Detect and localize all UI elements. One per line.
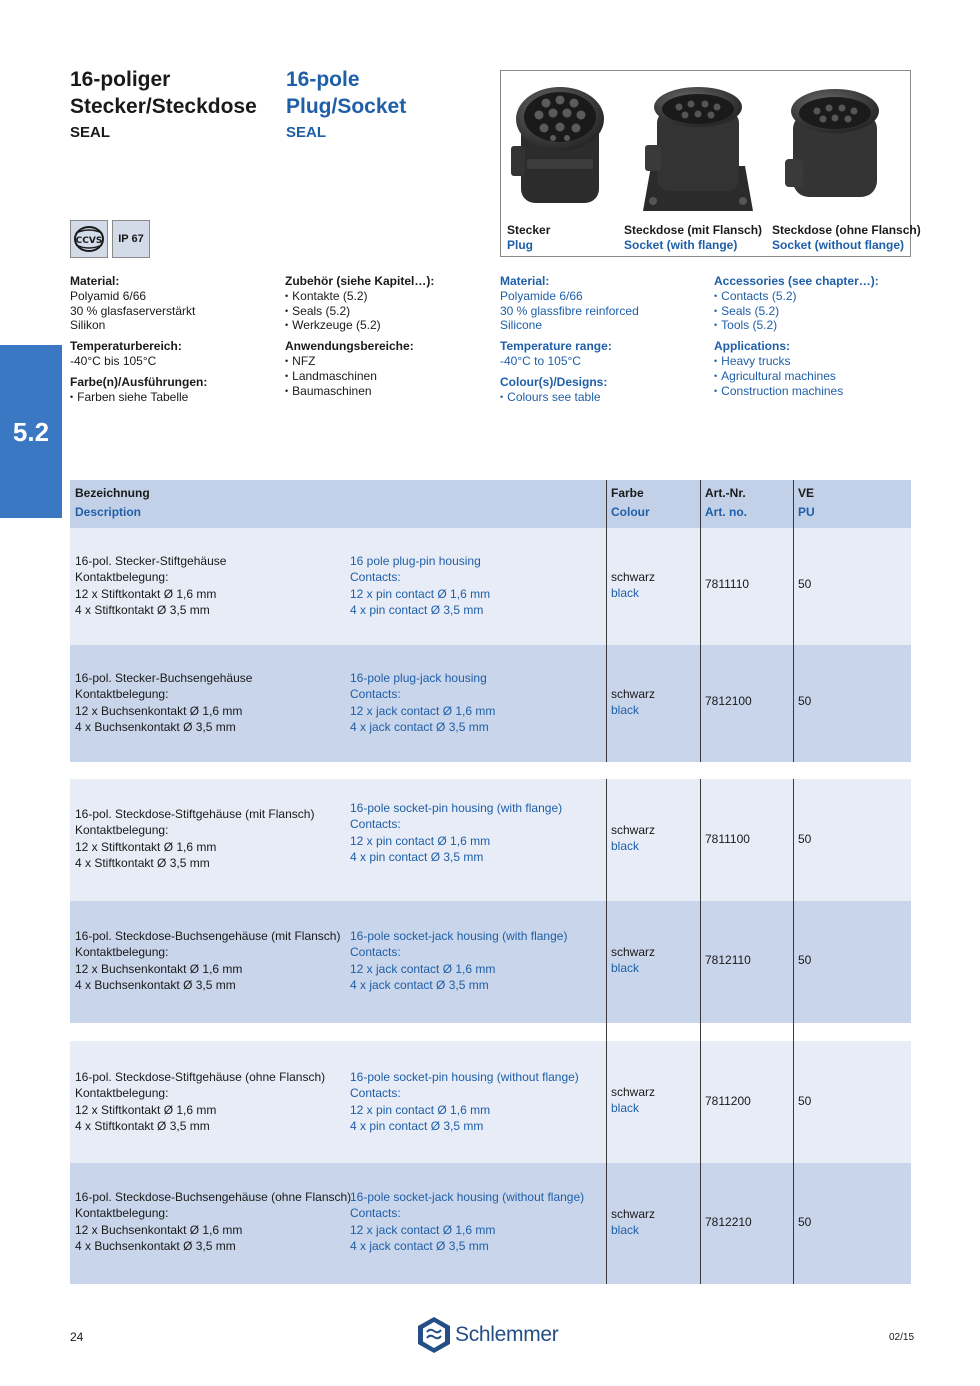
header-de: Farbe: [611, 486, 644, 500]
temperature-value: -40°C to 105°C: [500, 353, 581, 368]
accessories-label: Zubehör (siehe Kapitel…):: [285, 274, 435, 288]
desc-line: 16-pole socket-pin housing (without flange): [350, 1070, 579, 1084]
description-en: [350, 800, 562, 866]
desc-line: 12 x pin contact Ø 1,6 mm: [350, 833, 491, 848]
accessory-item: • Contacts (5.2): [714, 289, 879, 304]
desc-line: 12 x Stiftkontakt Ø 1,6 mm: [75, 586, 217, 601]
ccvs-logo-icon: [73, 224, 105, 254]
colour-de: schwarz: [611, 823, 656, 837]
chapter-number: 5.2: [12, 417, 50, 447]
colour-de: schwarz: [611, 945, 656, 959]
art-no-cell: 7811110: [705, 577, 750, 591]
accessory-item: • Kontakte (5.2): [285, 289, 434, 304]
desc-line: 16-pol. Stecker-Buchsengehäuse: [75, 671, 253, 685]
desc-line: 12 x Buchsenkontakt Ø 1,6 mm: [75, 961, 243, 976]
application-item: • Construction machines: [714, 384, 879, 399]
desc-line: 16-pol. Steckdose-Stiftgehäuse (ohne Flansch): [75, 1070, 326, 1084]
desc-line: 16-pole socket-jack housing (without flange): [350, 1190, 585, 1204]
column-divider: [606, 901, 607, 1023]
desc-line: 16-pole socket-pin housing (with flange): [350, 801, 563, 815]
table-row: [70, 645, 911, 762]
colour-cell: [611, 822, 655, 855]
accessory-item: • Werkzeuge (5.2): [285, 318, 434, 333]
art-no-cell: 7812110: [705, 953, 751, 967]
material-label: Material:: [70, 274, 120, 288]
colour-en: black: [611, 703, 640, 718]
colour-cell: [611, 686, 655, 719]
caption-plug: [507, 223, 550, 253]
schlemmer-logo-icon: [416, 1316, 452, 1354]
column-divider: [700, 1163, 701, 1284]
description-de: [75, 670, 252, 736]
colour-de: schwarz: [611, 1085, 656, 1099]
info-english-left: [500, 274, 639, 404]
pu-cell: 50: [798, 694, 812, 708]
colour-en: black: [611, 586, 640, 601]
material-label: Material:: [500, 274, 550, 288]
colour-en: black: [611, 839, 640, 854]
desc-line: 4 x Stiftkontakt Ø 3,5 mm: [75, 856, 210, 871]
colour-de: schwarz: [611, 687, 656, 701]
desc-line: 4 x jack contact Ø 3,5 mm: [350, 1239, 489, 1254]
table-row: [70, 1023, 911, 1163]
column-divider: [793, 528, 794, 645]
page-number: 24: [70, 1330, 84, 1344]
desc-line: Contacts:: [350, 1086, 401, 1101]
title-line-2: Plug/Socket: [286, 95, 407, 118]
description-en: [350, 553, 490, 619]
temperature-label: Temperature range:: [500, 339, 612, 354]
column-divider: [700, 901, 701, 1023]
desc-line: 4 x Buchsenkontakt Ø 3,5 mm: [75, 720, 236, 735]
colour-en: black: [611, 961, 640, 976]
header-art-no: [705, 484, 747, 522]
art-no-cell: 7812210: [705, 1215, 752, 1229]
material-line: Polyamide 6/66: [500, 288, 583, 303]
row-spacer: [70, 762, 911, 779]
desc-line: Kontaktbelegung:: [75, 945, 169, 960]
material-line: 30 % glassfibre reinforced: [500, 303, 639, 318]
desc-line: 16-pol. Steckdose-Stiftgehäuse (mit Flansch): [75, 807, 315, 821]
accessory-item: • Seals (5.2): [285, 304, 434, 319]
desc-line: 16-pole socket-jack housing (with flange): [350, 929, 568, 943]
art-no-cell: 7811200: [705, 1094, 751, 1108]
table-row: [70, 901, 911, 1023]
column-divider: [606, 528, 607, 645]
product-image-box: [500, 70, 921, 257]
chapter-tab: [0, 345, 62, 518]
colour-en: black: [611, 1223, 640, 1238]
desc-line: Contacts:: [350, 945, 401, 960]
description-de: [75, 553, 226, 619]
colour-label: Colour(s)/Designs:: [500, 374, 608, 389]
column-divider: [606, 779, 607, 901]
column-divider: [700, 1023, 701, 1163]
desc-line: 12 x jack contact Ø 1,6 mm: [350, 703, 496, 718]
plug-photo: [511, 87, 604, 203]
accessory-item: • Tools (5.2): [714, 318, 879, 333]
desc-line: 16-pol. Steckdose-Buchsengehäuse (ohne Flansch): [75, 1190, 352, 1204]
desc-line: 4 x Stiftkontakt Ø 3,5 mm: [75, 603, 210, 618]
header-en: Description: [75, 505, 142, 519]
material-line: Silikon: [70, 318, 106, 333]
socket-without-flange-photo: [785, 89, 879, 197]
desc-line: 4 x Buchsenkontakt Ø 3,5 mm: [75, 1239, 236, 1254]
art-no-cell: 7812100: [705, 694, 752, 708]
desc-line: Contacts:: [350, 570, 401, 585]
column-divider: [700, 779, 701, 901]
description-en: [350, 1069, 579, 1135]
pu-cell: 50: [798, 577, 812, 591]
caption-de: Stecker: [507, 223, 551, 237]
column-divider: [793, 901, 794, 1023]
colour-cell: [611, 944, 655, 977]
caption-en: Socket (without flange): [772, 238, 904, 252]
colour-de: schwarz: [611, 570, 656, 584]
header-pu: [798, 484, 815, 522]
table-header: [70, 480, 911, 528]
info-german-right: [285, 274, 434, 398]
description-de: [75, 1189, 351, 1255]
desc-line: Contacts:: [350, 687, 401, 702]
desc-line: Kontaktbelegung:: [75, 570, 169, 585]
colour-value: • Farben siehe Tabelle: [70, 390, 207, 405]
title-sub: SEAL: [286, 124, 327, 141]
desc-line: Kontaktbelegung:: [75, 687, 169, 702]
desc-line: Kontaktbelegung:: [75, 1206, 169, 1221]
column-divider: [793, 1163, 794, 1284]
description-en: [350, 928, 567, 994]
caption-socket-without-flange: [772, 223, 921, 253]
column-divider: [606, 1023, 607, 1163]
logo-text: CCVS: [75, 236, 103, 246]
column-divider: [700, 528, 701, 645]
title-german: [70, 66, 257, 146]
colour-value: • Colours see table: [500, 390, 639, 405]
desc-line: 16-pol. Steckdose-Buchsengehäuse (mit Flansch): [75, 929, 341, 943]
title-sub: SEAL: [70, 124, 111, 141]
description-de: [75, 928, 340, 994]
header-de: VE: [798, 486, 815, 500]
product-photos: [501, 71, 912, 221]
pu-cell: 50: [798, 832, 812, 846]
colour-de: schwarz: [611, 1207, 656, 1221]
table-row: [70, 762, 911, 901]
applications-label: Anwendungsbereiche:: [285, 339, 414, 354]
pu-cell: 50: [798, 1215, 812, 1229]
accessory-item: • Seals (5.2): [714, 304, 879, 319]
desc-line: 4 x Buchsenkontakt Ø 3,5 mm: [75, 978, 236, 993]
desc-line: 16 pole plug-pin housing: [350, 554, 481, 568]
caption-de: Steckdose (mit Flansch): [624, 223, 763, 237]
header-de: Bezeichnung: [75, 486, 150, 500]
material-line: Silicone: [500, 318, 543, 333]
desc-line: 4 x jack contact Ø 3,5 mm: [350, 720, 489, 735]
desc-line: Kontaktbelegung:: [75, 1086, 169, 1101]
application-item: • NFZ: [285, 354, 434, 369]
desc-line: 16-pol. Stecker-Stiftgehäuse: [75, 554, 227, 568]
desc-line: 16-pole plug-jack housing: [350, 671, 487, 685]
caption-en: Socket (with flange): [624, 238, 738, 252]
pu-cell: 50: [798, 1094, 812, 1108]
header-colour: [611, 484, 650, 522]
title-line-1: 16-poliger: [70, 68, 171, 91]
desc-line: 12 x jack contact Ø 1,6 mm: [350, 961, 496, 976]
application-item: • Agricultural machines: [714, 369, 879, 384]
material-line: 30 % glasfaserverstärkt: [70, 303, 196, 318]
column-divider: [606, 1163, 607, 1284]
info-english-right: [714, 274, 879, 398]
column-divider: [606, 645, 607, 762]
header-en: Colour: [611, 505, 650, 519]
header-de: Art.-Nr.: [705, 486, 746, 500]
column-divider: [606, 480, 607, 528]
row-spacer: [70, 1023, 911, 1041]
brand-name: Schlemmer: [455, 1323, 559, 1346]
accessories-label: Accessories (see chapter…):: [714, 274, 879, 288]
ip-rating-badge: IP 67: [112, 220, 150, 258]
desc-line: 4 x Stiftkontakt Ø 3,5 mm: [75, 1119, 210, 1134]
desc-line: 12 x pin contact Ø 1,6 mm: [350, 1102, 491, 1117]
application-item: • Baumaschinen: [285, 384, 434, 399]
desc-line: 12 x jack contact Ø 1,6 mm: [350, 1222, 496, 1237]
colour-en: black: [611, 1101, 640, 1116]
desc-line: 12 x Buchsenkontakt Ø 1,6 mm: [75, 703, 243, 718]
table-row: [70, 528, 911, 645]
desc-line: 12 x Buchsenkontakt Ø 1,6 mm: [75, 1222, 243, 1237]
applications-label: Applications:: [714, 339, 791, 354]
desc-line: Kontaktbelegung:: [75, 823, 169, 838]
description-de: [75, 1069, 325, 1135]
column-divider: [700, 480, 701, 528]
colour-cell: [611, 1206, 655, 1239]
desc-line: Contacts:: [350, 1206, 401, 1221]
brand-logo: [416, 1316, 559, 1354]
column-divider: [793, 1023, 794, 1163]
header-en: PU: [798, 505, 815, 519]
title-english: [286, 66, 406, 146]
header-description: [75, 484, 150, 522]
header-en: Art. no.: [705, 505, 747, 519]
info-german-left: [70, 274, 207, 404]
colour-label: Farbe(n)/Ausführungen:: [70, 374, 208, 389]
desc-line: 4 x pin contact Ø 3,5 mm: [350, 850, 484, 865]
desc-line: 12 x Stiftkontakt Ø 1,6 mm: [75, 839, 217, 854]
colour-cell: [611, 1084, 655, 1117]
title-line-1: 16-pole: [286, 68, 360, 91]
title-line-2: Stecker/Steckdose: [70, 95, 257, 118]
pu-cell: 50: [798, 953, 812, 967]
application-item: • Heavy trucks: [714, 354, 879, 369]
column-divider: [793, 480, 794, 528]
colour-cell: [611, 569, 655, 602]
socket-with-flange-photo: [643, 87, 753, 211]
description-en: [350, 670, 495, 736]
desc-line: 12 x pin contact Ø 1,6 mm: [350, 586, 491, 601]
issue-date: 02/15: [889, 1332, 915, 1343]
caption-socket-with-flange: [624, 223, 762, 253]
desc-line: 4 x jack contact Ø 3,5 mm: [350, 978, 489, 993]
table-row: [70, 1163, 911, 1284]
column-divider: [700, 645, 701, 762]
caption-de: Steckdose (ohne Flansch): [772, 223, 921, 237]
art-no-cell: 7811100: [705, 832, 750, 846]
desc-line: Contacts:: [350, 817, 401, 832]
description-en: [350, 1189, 584, 1255]
certification-logo: [70, 220, 108, 258]
desc-line: 4 x pin contact Ø 3,5 mm: [350, 603, 484, 618]
caption-en: Plug: [507, 238, 533, 252]
temperature-value: -40°C bis 105°C: [70, 353, 157, 368]
material-line: Polyamid 6/66: [70, 288, 147, 303]
column-divider: [793, 779, 794, 901]
desc-line: 12 x Stiftkontakt Ø 1,6 mm: [75, 1102, 217, 1117]
description-de: [75, 806, 314, 872]
desc-line: 4 x pin contact Ø 3,5 mm: [350, 1119, 484, 1134]
application-item: • Landmaschinen: [285, 369, 434, 384]
temperature-label: Temperaturbereich:: [70, 339, 182, 354]
column-divider: [793, 645, 794, 762]
